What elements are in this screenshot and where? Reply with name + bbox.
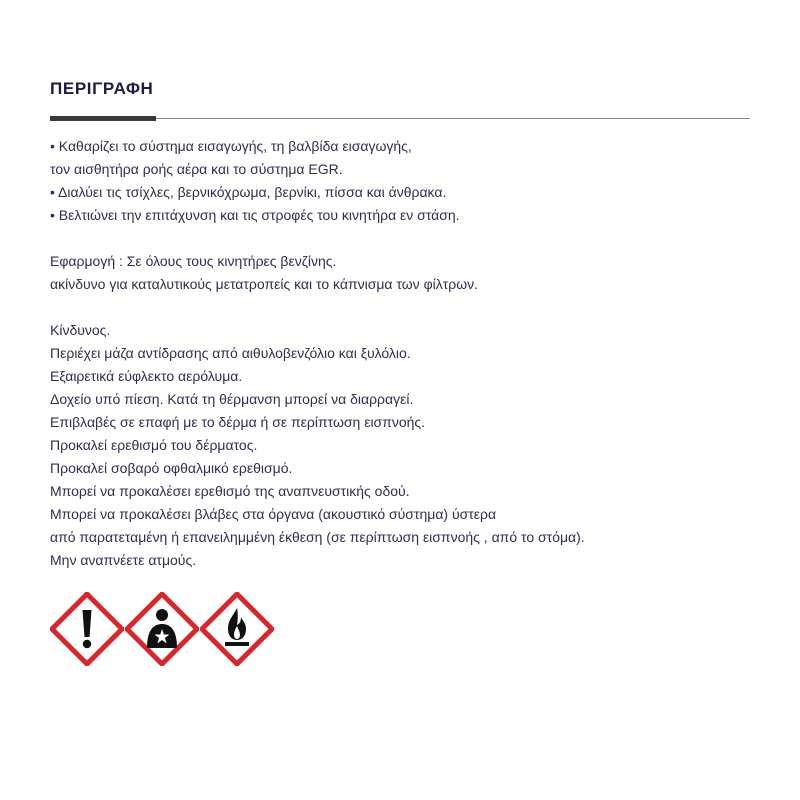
application-line: ακίνδυνο για καταλυτικούς μετατροπείς και το κάπνισμα των φίλτρων. [50,276,479,292]
hazard-line: Δοχείο υπό πίεση. Κατά τη θέρμανση μπορεί να διαρραγεί. [50,391,414,407]
hazard-line: Μην αναπνέετε ατμούς. [50,552,197,568]
hazard-line: Προκαλεί ερεθισμό του δέρματος. [50,437,258,453]
description-line: τον αισθητήρα ροής αέρα και το σύστημα EGR. [50,161,343,177]
description-line: • Διαλύει τις τσίχλες, βερνικόχρωμα, βερνίκι, πίσσα και άνθρακα. [50,184,447,200]
hazard-line: από παρατεταμένη ή επανειλημμένη έκθεση (σε περίπτωση εισπνοής , από το στόμα). [50,529,585,545]
application-line: Εφαρμογή : Σε όλους τους κινητήρες βενζίνης. [50,253,337,269]
hazard-line: Περιέχει μάζα αντίδρασης από αιθυλοβενζόλιο και ξυλόλιο. [50,345,411,361]
description-line: • Καθαρίζει το σύστημα εισαγωγής, τη βαλβίδα εισαγωγής, [50,138,412,154]
description-body [50,135,750,572]
hazard-line: Μπορεί να προκαλέσει ερεθισμό της αναπνευστικής οδού. [50,483,410,499]
description-line: • Βελτιώνει την επιτάχυνση και τις στροφές του κινητήρα εν στάση. [50,207,460,223]
hazard-line: Προκαλεί σοβαρό οφθαλμικό ερεθισμό. [50,460,293,476]
section-divider-accent [50,116,156,121]
exclamation-mark-icon [50,592,124,666]
hazard-statements [50,319,750,572]
hazard-line: Μπορεί να προκαλέσει βλάβες στα όργανα (ακουστικό σύστημα) ύστερα [50,506,497,522]
section-title: ΠΕΡΙΓΡΑΦΗ [50,79,154,98]
hazard-line: Επιβλαβές σε επαφή με το δέρμα ή σε περίπτωση εισπνοής. [50,414,426,430]
flame-icon [200,592,274,666]
application-info [50,250,750,296]
description-bullets [50,135,750,227]
hazard-line: Κίνδυνος. [50,322,111,338]
hazard-line: Εξαιρετικά εύφλεκτο αερόλυμα. [50,368,243,384]
health-hazard-icon [125,592,199,666]
